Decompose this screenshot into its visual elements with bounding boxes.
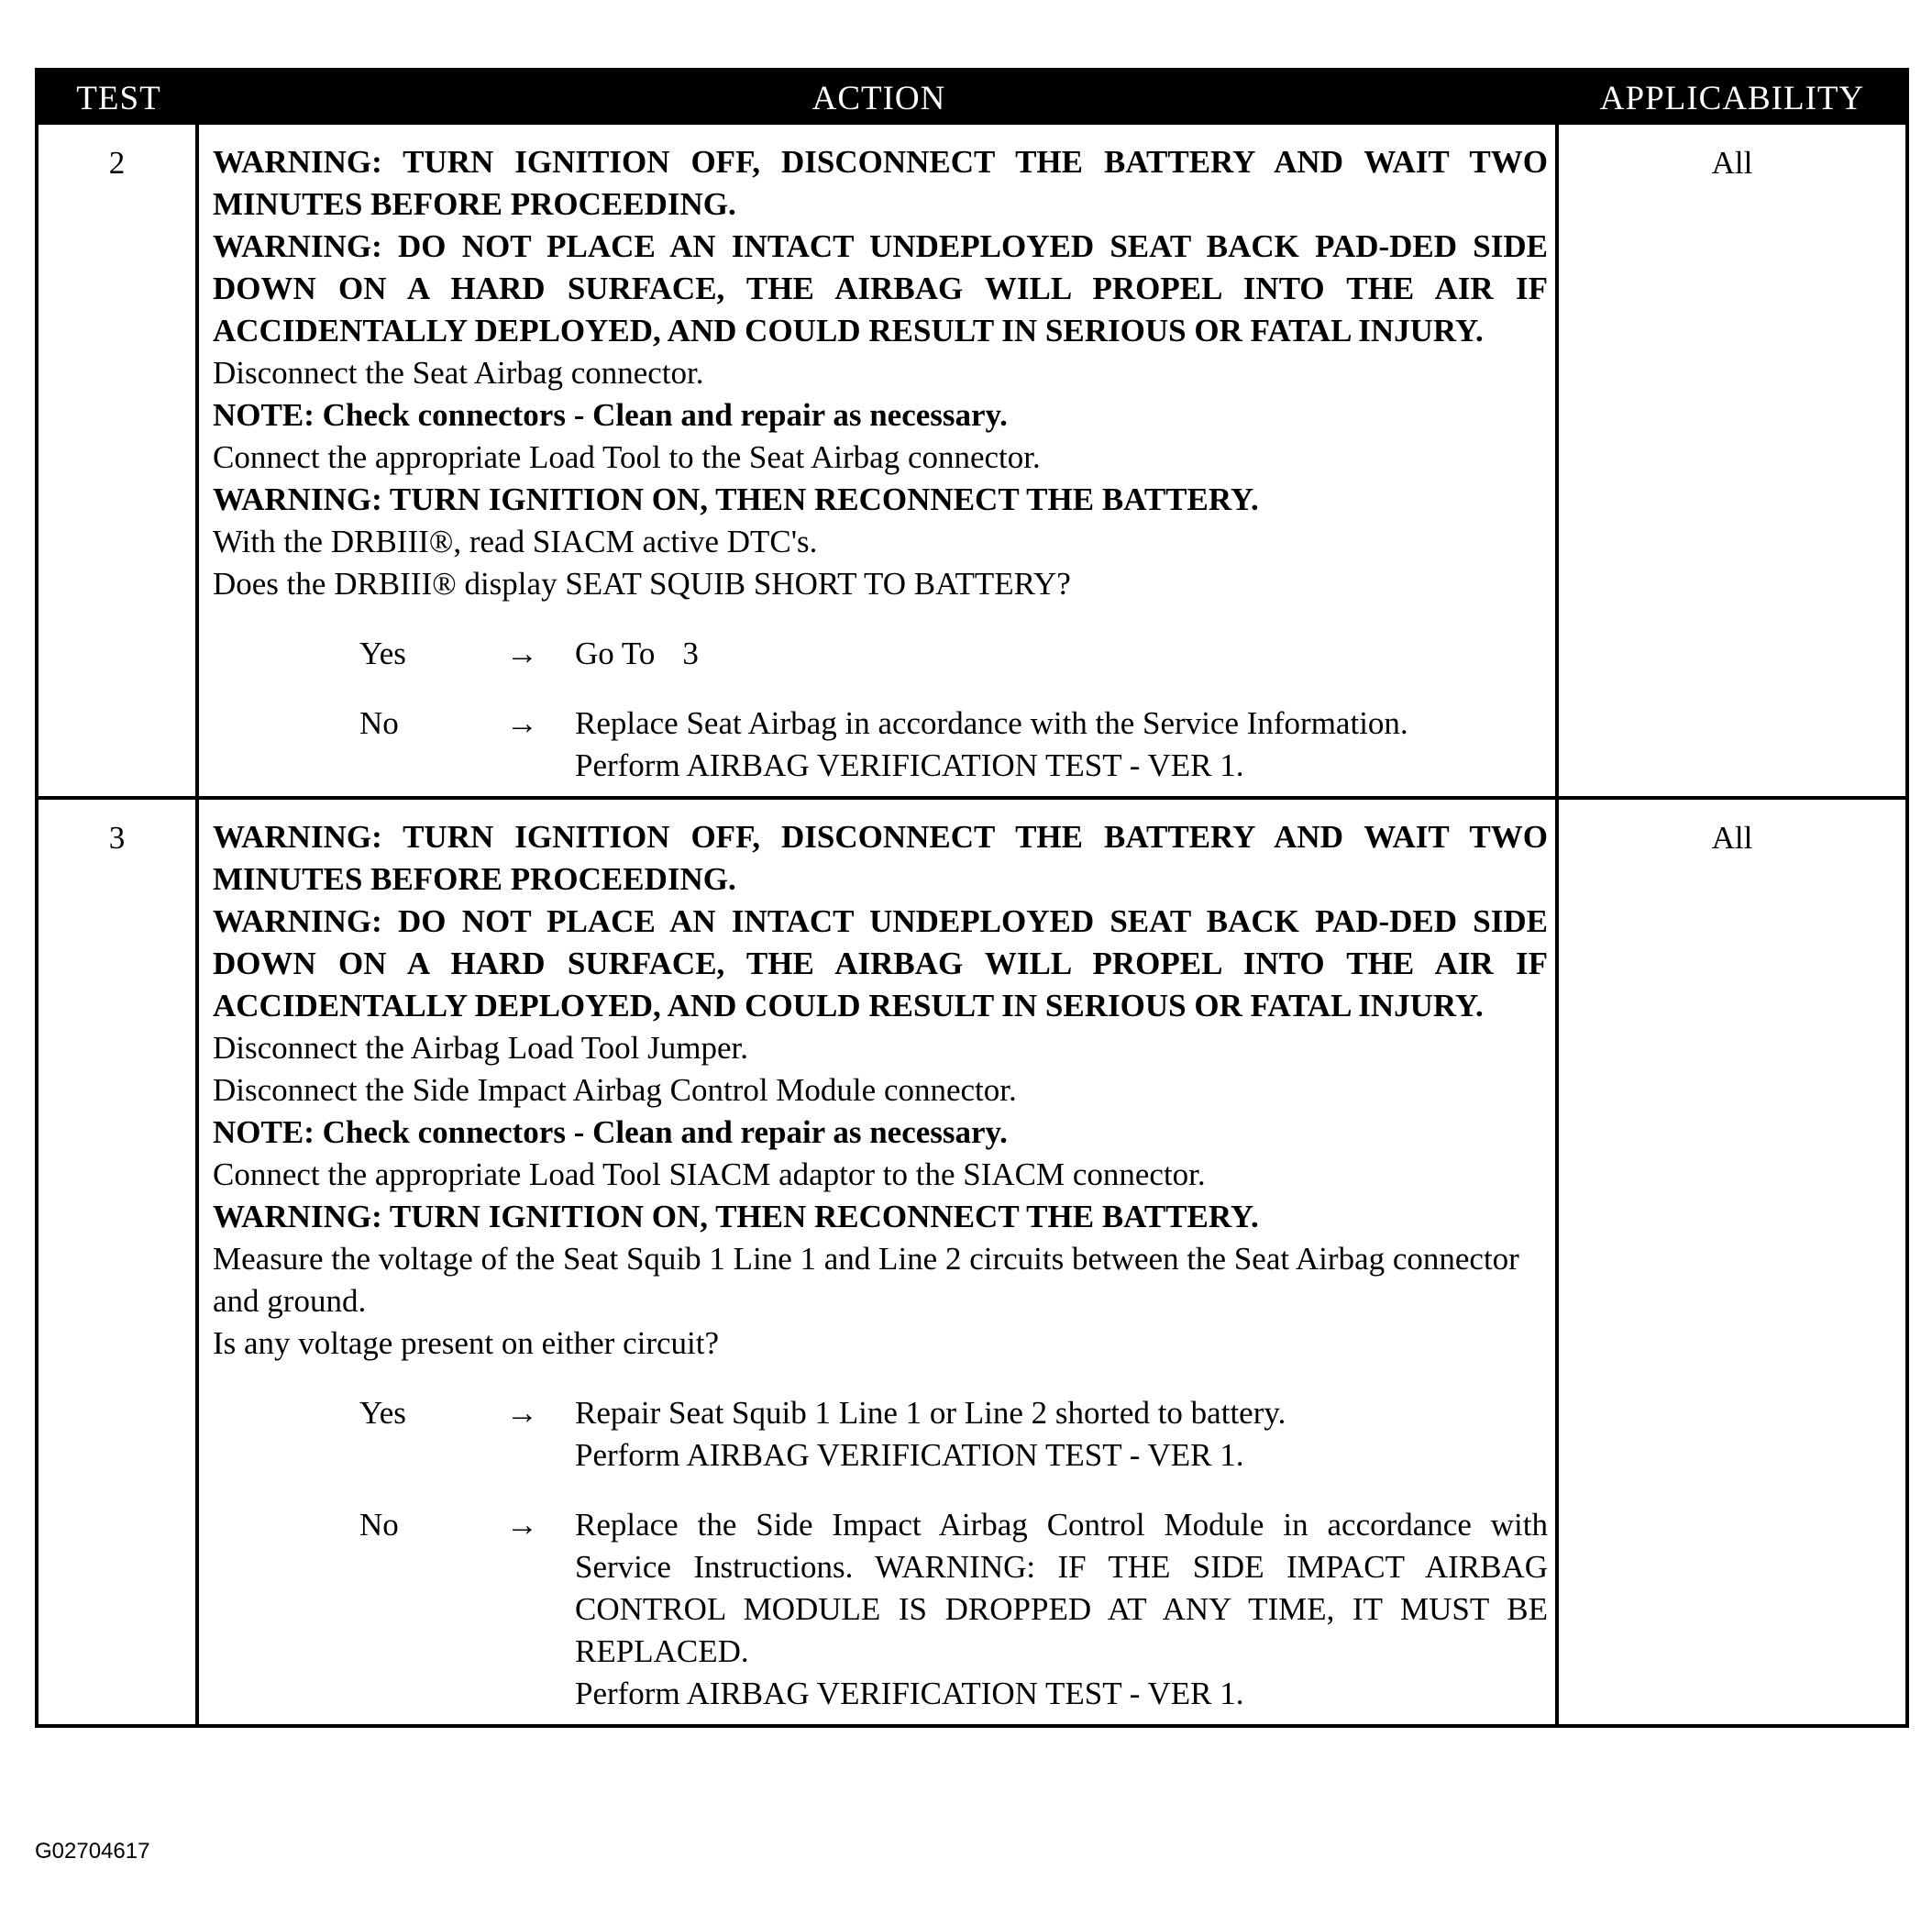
action-cell [199,125,1559,796]
outcome-result [575,633,1548,675]
result-line: Perform AIRBAG VERIFICATION TEST - VER 1. [575,1437,1244,1473]
header-applicability: APPLICABILITY [1599,79,1865,117]
arrow-icon: → [506,705,538,741]
answer-label: No [359,705,399,741]
outcome-no [213,703,1548,787]
action-cell [199,800,1559,1724]
answer-label: Yes [359,636,406,671]
applicability-value: All [1711,820,1753,856]
header-test: TEST [76,79,161,117]
test-number: 3 [39,800,199,1724]
note-text: NOTE: Check connectors - Clean and repair as necessary. [213,397,1008,433]
arrow-icon: → [506,1507,538,1543]
table-header [39,72,1905,125]
warning-seat-back: WARNING: DO NOT PLACE AN INTACT UNDEPLOYED SEAT BACK PAD-DED SIDE DOWN ON A HARD SURFACE, THE AIRBAG WILL PROPEL INTO THE AIR IF ACCIDENTALLY DEPLOYED, AND COULD RESULT IN SERIOUS OR FATAL INJURY. [213,228,1548,348]
goto-text: Go To [575,636,656,671]
step-text: Measure the voltage of the Seat Squib 1 Line 1 and Line 2 circuits between the Seat Airbag connector and ground. [213,1241,1519,1319]
result-line: Perform AIRBAG VERIFICATION TEST - VER 1. [575,747,1244,783]
note-text: NOTE: Check connectors - Clean and repair as necessary. [213,1114,1008,1150]
outcome-result [575,1504,1548,1715]
warning-ignition-on: WARNING: TURN IGNITION ON, THEN RECONNECT THE BATTERY. [213,481,1259,517]
result-line: Repair Seat Squib 1 Line 1 or Line 2 shorted to battery. [575,1395,1286,1431]
question-text: Does the DRBIII® display SEAT SQUIB SHORT TO BATTERY? [213,566,1071,602]
figure-code: G02704617 [35,1839,150,1864]
step-text: Disconnect the Airbag Load Tool Jumper. [213,1030,749,1066]
arrow-icon: → [506,636,538,671]
test-number: 2 [39,125,199,796]
step-text: With the DRBIII®, read SIACM active DTC's. [213,524,818,559]
result-line: Perform AIRBAG VERIFICATION TEST - VER 1. [575,1676,1244,1711]
outcome-yes [213,1392,1548,1477]
warning-ignition-on: WARNING: TURN IGNITION ON, THEN RECONNECT THE BATTERY. [213,1199,1259,1234]
answer-label: No [359,1507,399,1543]
result-line: Replace Seat Airbag in accordance with the Service Information. [575,705,1408,741]
diagnostic-test-table [35,68,1909,1728]
warning-seat-back: WARNING: DO NOT PLACE AN INTACT UNDEPLOYED SEAT BACK PAD-DED SIDE DOWN ON A HARD SURFACE, THE AIRBAG WILL PROPEL INTO THE AIR IF ACCIDENTALLY DEPLOYED, AND COULD RESULT IN SERIOUS OR FATAL INJURY. [213,903,1548,1023]
table-row [39,796,1905,1724]
step-text: Connect the appropriate Load Tool SIACM adaptor to the SIACM connector. [213,1156,1206,1192]
warning-ignition-off: WARNING: TURN IGNITION OFF, DISCONNECT THE BATTERY AND WAIT TWO MINUTES BEFORE PROCEEDING. [213,819,1548,897]
outcome-result [575,1392,1548,1477]
applicability-value: All [1711,145,1753,181]
outcome-yes [213,633,1548,675]
outcome-no [213,1504,1548,1715]
step-text: Connect the appropriate Load Tool to the Seat Airbag connector. [213,439,1041,475]
goto-link[interactable]: 3 [682,636,699,671]
arrow-icon: → [506,1395,538,1431]
answer-label: Yes [359,1395,406,1431]
outcome-result [575,703,1548,787]
header-action: ACTION [811,79,946,117]
question-text: Is any voltage present on either circuit? [213,1325,720,1361]
step-text: Disconnect the Seat Airbag connector. [213,355,704,391]
warning-ignition-off: WARNING: TURN IGNITION OFF, DISCONNECT THE BATTERY AND WAIT TWO MINUTES BEFORE PROCEEDING. [213,144,1548,222]
result-line: Replace the Side Impact Airbag Control Module in accordance with Service Instructions. WARNING: IF THE SIDE IMPACT AIRBAG CONTROL MODULE IS DROPPED AT ANY TIME, IT MUST BE REPLACED. [575,1507,1548,1669]
step-text: Disconnect the Side Impact Airbag Control Module connector. [213,1072,1017,1108]
table-row [39,125,1905,796]
